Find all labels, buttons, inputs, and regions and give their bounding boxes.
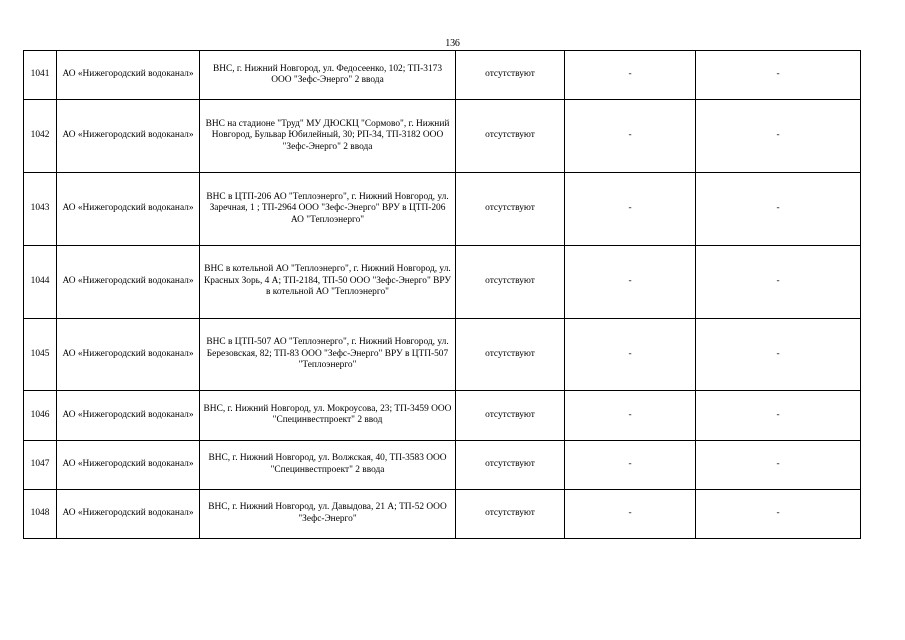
status-cell: отсутствуют bbox=[456, 318, 565, 391]
organization-cell: АО «Нижегородский водоканал» bbox=[57, 51, 200, 100]
dash-cell: - bbox=[696, 318, 861, 391]
row-number: 1045 bbox=[24, 318, 57, 391]
dash-cell: - bbox=[696, 440, 861, 489]
row-number: 1041 bbox=[24, 51, 57, 100]
organization-cell: АО «Нижегородский водоканал» bbox=[57, 172, 200, 245]
object-cell: ВНС в котельной АО "Теплоэнерго", г. Нижний Новгород, ул. Красных Зорь, 4 А; ТП-2184, ТП-50 ООО "Зефс-Энерго" ВРУ в котельной АО "Теплоэнерго" bbox=[200, 245, 456, 318]
organization-cell: АО «Нижегородский водоканал» bbox=[57, 489, 200, 538]
object-cell: ВНС в ЦТП-206 АО "Теплоэнерго", г. Нижний Новгород, ул. Заречная, 1 ; ТП-2964 ООО "Зефс-Энерго" ВРУ в ЦТП-206 АО "Теплоэнерго" bbox=[200, 172, 456, 245]
table-row bbox=[24, 318, 861, 391]
organization-cell: АО «Нижегородский водоканал» bbox=[57, 245, 200, 318]
table-row bbox=[24, 172, 861, 245]
status-cell: отсутствуют bbox=[456, 391, 565, 440]
table-row bbox=[24, 100, 861, 173]
dash-cell: - bbox=[696, 51, 861, 100]
row-number: 1046 bbox=[24, 391, 57, 440]
dash-cell: - bbox=[565, 245, 696, 318]
dash-cell: - bbox=[565, 489, 696, 538]
row-number: 1044 bbox=[24, 245, 57, 318]
data-table bbox=[23, 50, 861, 539]
status-cell: отсутствуют bbox=[456, 51, 565, 100]
organization-cell: АО «Нижегородский водоканал» bbox=[57, 391, 200, 440]
dash-cell: - bbox=[565, 318, 696, 391]
dash-cell: - bbox=[696, 489, 861, 538]
status-cell: отсутствуют bbox=[456, 440, 565, 489]
row-number: 1047 bbox=[24, 440, 57, 489]
dash-cell: - bbox=[696, 245, 861, 318]
status-cell: отсутствуют bbox=[456, 100, 565, 173]
row-number: 1043 bbox=[24, 172, 57, 245]
status-cell: отсутствуют bbox=[456, 489, 565, 538]
table-row bbox=[24, 51, 861, 100]
dash-cell: - bbox=[565, 391, 696, 440]
row-number: 1048 bbox=[24, 489, 57, 538]
dash-cell: - bbox=[565, 51, 696, 100]
dash-cell: - bbox=[696, 391, 861, 440]
object-cell: ВНС, г. Нижний Новгород, ул. Давыдова, 21 А; ТП-52 ООО "Зефс-Энерго" bbox=[200, 489, 456, 538]
dash-cell: - bbox=[565, 172, 696, 245]
row-number: 1042 bbox=[24, 100, 57, 173]
dash-cell: - bbox=[696, 100, 861, 173]
dash-cell: - bbox=[565, 100, 696, 173]
object-cell: ВНС на стадионе "Труд" МУ ДЮСКЦ "Сормово", г. Нижний Новгород, Бульвар Юбилейный, 30; РП-34, ТП-3182 ООО "Зефс-Энерго" 2 ввода bbox=[200, 100, 456, 173]
status-cell: отсутствуют bbox=[456, 245, 565, 318]
page-number: 136 bbox=[445, 38, 460, 49]
table-row bbox=[24, 489, 861, 538]
table-row bbox=[24, 391, 861, 440]
dash-cell: - bbox=[565, 440, 696, 489]
object-cell: ВНС, г. Нижний Новгород, ул. Мокроусова, 23; ТП-3459 ООО "Специнвестпроект" 2 ввод bbox=[200, 391, 456, 440]
organization-cell: АО «Нижегородский водоканал» bbox=[57, 440, 200, 489]
object-cell: ВНС в ЦТП-507 АО "Теплоэнерго", г. Нижний Новгород, ул. Березовская, 82; ТП-83 ООО "Зефс-Энерго" ВРУ в ЦТП-507 "Теплоэнерго" bbox=[200, 318, 456, 391]
object-cell: ВНС, г. Нижний Новгород, ул. Волжская, 40, ТП-3583 ООО "Специнвестпроект" 2 ввода bbox=[200, 440, 456, 489]
table-row bbox=[24, 245, 861, 318]
organization-cell: АО «Нижегородский водоканал» bbox=[57, 100, 200, 173]
object-cell: ВНС, г. Нижний Новгород, ул. Федосеенко, 102; ТП-3173 ООО "Зефс-Энерго" 2 ввода bbox=[200, 51, 456, 100]
organization-cell: АО «Нижегородский водоканал» bbox=[57, 318, 200, 391]
dash-cell: - bbox=[696, 172, 861, 245]
table-row bbox=[24, 440, 861, 489]
status-cell: отсутствуют bbox=[456, 172, 565, 245]
